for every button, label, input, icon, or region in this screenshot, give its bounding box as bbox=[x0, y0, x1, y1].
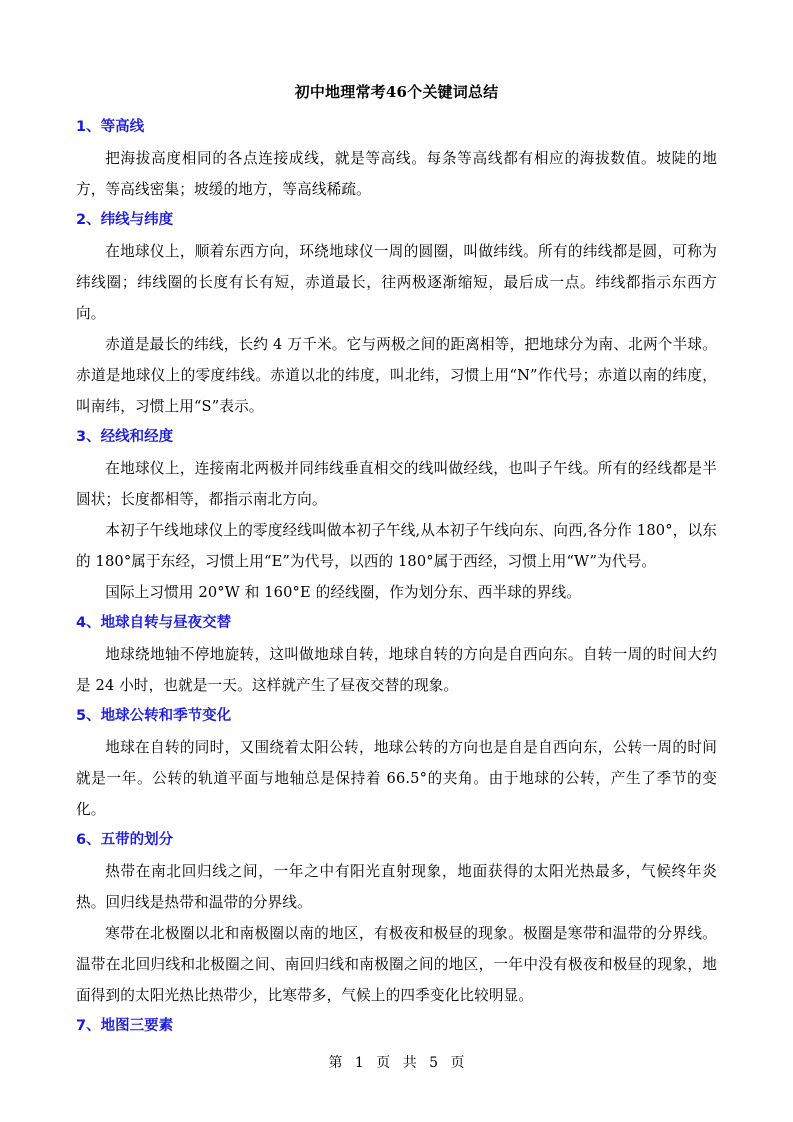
footer-suffix: 页 bbox=[450, 1055, 465, 1071]
section-latitude bbox=[76, 205, 717, 422]
section-heading: 4、地球自转与昼夜交替 bbox=[76, 615, 232, 631]
footer-total-pages: 5 bbox=[429, 1055, 439, 1071]
footer-current-page: 1 bbox=[354, 1055, 364, 1071]
paragraph: 本初子午线地球仪上的零度经线叫做本初子午线,从本初子午线向东、向西,各分作 180°，以东的 180°属于东经，习惯上用“E”为代号，以西的 180°属于西经，习惯上用“W”为代号。 bbox=[76, 522, 717, 570]
footer-page-word: 页 bbox=[376, 1055, 391, 1071]
footer-total-word: 共 bbox=[402, 1055, 417, 1071]
paragraph: 地球在自转的同时，又围绕着太阳公转，地球公转的方向也是自是自西向东，公转一周的时间就是一年。公转的轨道平面与地轴总是保持着 66.5°的夹角。由于地球的公转，产生了季节的变化。 bbox=[76, 739, 717, 818]
section-heading: 6、五带的划分 bbox=[76, 832, 174, 848]
paragraph: 在地球仪上，连接南北两极并同纬线垂直相交的线叫做经线，也叫子午线。所有的经线都是半圆状；长度都相等，都指示南北方向。 bbox=[76, 460, 717, 508]
paragraph: 赤道是最长的纬线，长约 4 万千米。它与两极之间的距离相等，把地球分为南、北两个半球。赤道是地球仪上的零度纬线。赤道以北的纬度，叫北纬，习惯上用“N”作代号；赤道以南的纬度，叫南纬，习惯上用“S”表示。 bbox=[76, 336, 717, 415]
paragraph: 寒带在北极圈以北和南极圈以南的地区，有极夜和极昼的现象。极圈是寒带和温带的分界线。温带在北回归线和北极圈之间、南回归线和南极圈之间的地区，一年中没有极夜和极昼的现象，地面得到的太阳光热比热带少，比寒带多，气候上的四季变化比较明显。 bbox=[76, 925, 717, 1004]
section-longitude bbox=[76, 422, 717, 608]
section-map-elements bbox=[76, 1011, 717, 1042]
section-earth-revolution bbox=[76, 701, 717, 825]
paragraph: 把海拔高度相同的各点连接成线，就是等高线。每条等高线都有相应的海拔数值。坡陡的地方，等高线密集；坡缓的地方，等高线稀疏。 bbox=[76, 150, 717, 198]
section-five-zones bbox=[76, 825, 717, 1011]
section-heading: 7、地图三要素 bbox=[76, 1018, 174, 1034]
section-contour-lines bbox=[76, 112, 717, 205]
paragraph: 地球绕地轴不停地旋转，这叫做地球自转，地球自转的方向是自西向东。自转一周的时间大约是 24 小时，也就是一天。这样就产生了昼夜交替的现象。 bbox=[76, 646, 717, 694]
section-heading: 1、等高线 bbox=[76, 119, 145, 135]
section-heading: 3、经线和经度 bbox=[76, 429, 174, 445]
footer-prefix: 第 bbox=[328, 1055, 343, 1071]
page-footer bbox=[0, 1053, 793, 1073]
document-content bbox=[76, 112, 717, 1042]
document-title: 初中地理常考46个关键词总结 bbox=[294, 83, 499, 101]
paragraph: 国际上习惯用 20°W 和 160°E 的经线圈，作为划分东、西半球的界线。 bbox=[105, 584, 581, 601]
paragraph: 热带在南北回归线之间，一年之中有阳光直射现象，地面获得的太阳光热最多，气候终年炎热。回归线是热带和温带的分界线。 bbox=[76, 863, 717, 911]
section-heading: 5、地球公转和季节变化 bbox=[76, 708, 232, 724]
section-earth-rotation bbox=[76, 608, 717, 701]
paragraph: 在地球仪上，顺着东西方向，环绕地球仪一周的圆圈，叫做纬线。所有的纬线都是圆，可称为纬线圈；纬线圈的长度有长有短，赤道最长，往两极逐渐缩短，最后成一点。纬线都指示东西方向。 bbox=[76, 243, 717, 322]
section-heading: 2、纬线与纬度 bbox=[76, 212, 174, 228]
